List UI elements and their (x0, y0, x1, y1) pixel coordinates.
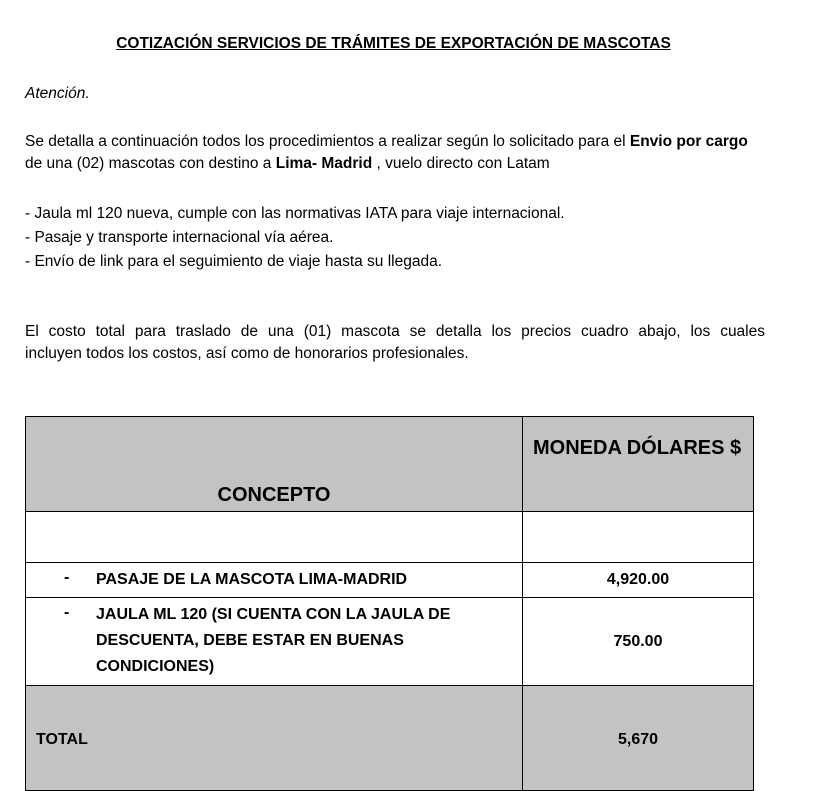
total-label: TOTAL (26, 686, 523, 791)
amount-cell: 750.00 (523, 598, 754, 686)
cost-paragraph (25, 321, 765, 365)
concept-cell (26, 563, 523, 598)
service-item: - Jaula ml 120 nueva, cumple con las normativas IATA para viaje internacional. (25, 205, 565, 222)
header-currency: MONEDA DÓLARES $ (523, 417, 754, 512)
cost-line-2: incluyen todos los costos, así como de honorarios profesionales. (25, 345, 469, 362)
total-value: 5,670 (523, 686, 754, 791)
concept-cell (26, 598, 523, 686)
total-row (26, 686, 754, 791)
cost-line-1: El costo total para traslado de una (01) mascota se detalla los precios cuadro abajo, los cuales (25, 323, 765, 340)
greeting: Atención. (25, 85, 90, 102)
concept-text: PASAJE DE LA MASCOTA LIMA-MADRID (96, 570, 408, 588)
service-item: - Envío de link para el seguimiento de viaje hasta su llegada. (25, 253, 443, 270)
spacer-cell (523, 512, 754, 563)
service-item: - Pasaje y transporte internacional vía aérea. (25, 229, 334, 246)
row-dash: - (64, 604, 70, 621)
header-concept: CONCEPTO (26, 417, 523, 512)
spacer-cell (26, 512, 523, 563)
intro-bold-shipping: Envio por cargo (629, 133, 748, 150)
table-spacer-row (26, 512, 754, 563)
quotation-table (25, 416, 754, 791)
table-header-row (26, 417, 754, 512)
intro-text-1: Se detalla a continuación todos los procedimientos a realizar según lo solicitado para el (25, 133, 630, 150)
intro-text-2: de una (02) mascotas con destino a (25, 155, 276, 172)
document-title: COTIZACIÓN SERVICIOS DE TRÁMITES DE EXPORTACIÓN DE MASCOTAS (116, 35, 671, 52)
intro-bold-destination: Lima- Madrid (275, 155, 373, 172)
row-dash: - (64, 569, 70, 586)
table-row (26, 563, 754, 598)
intro-paragraph (25, 131, 765, 175)
concept-text: JAULA ML 120 (SI CUENTA CON LA JAULA DE DESCUENTA, DEBE ESTAR EN BUENAS CONDICIONES) (96, 606, 451, 675)
intro-text-3: , vuelo directo con Latam (372, 155, 550, 172)
service-list (25, 202, 765, 274)
amount-cell: 4,920.00 (523, 563, 754, 598)
table-row (26, 598, 754, 686)
